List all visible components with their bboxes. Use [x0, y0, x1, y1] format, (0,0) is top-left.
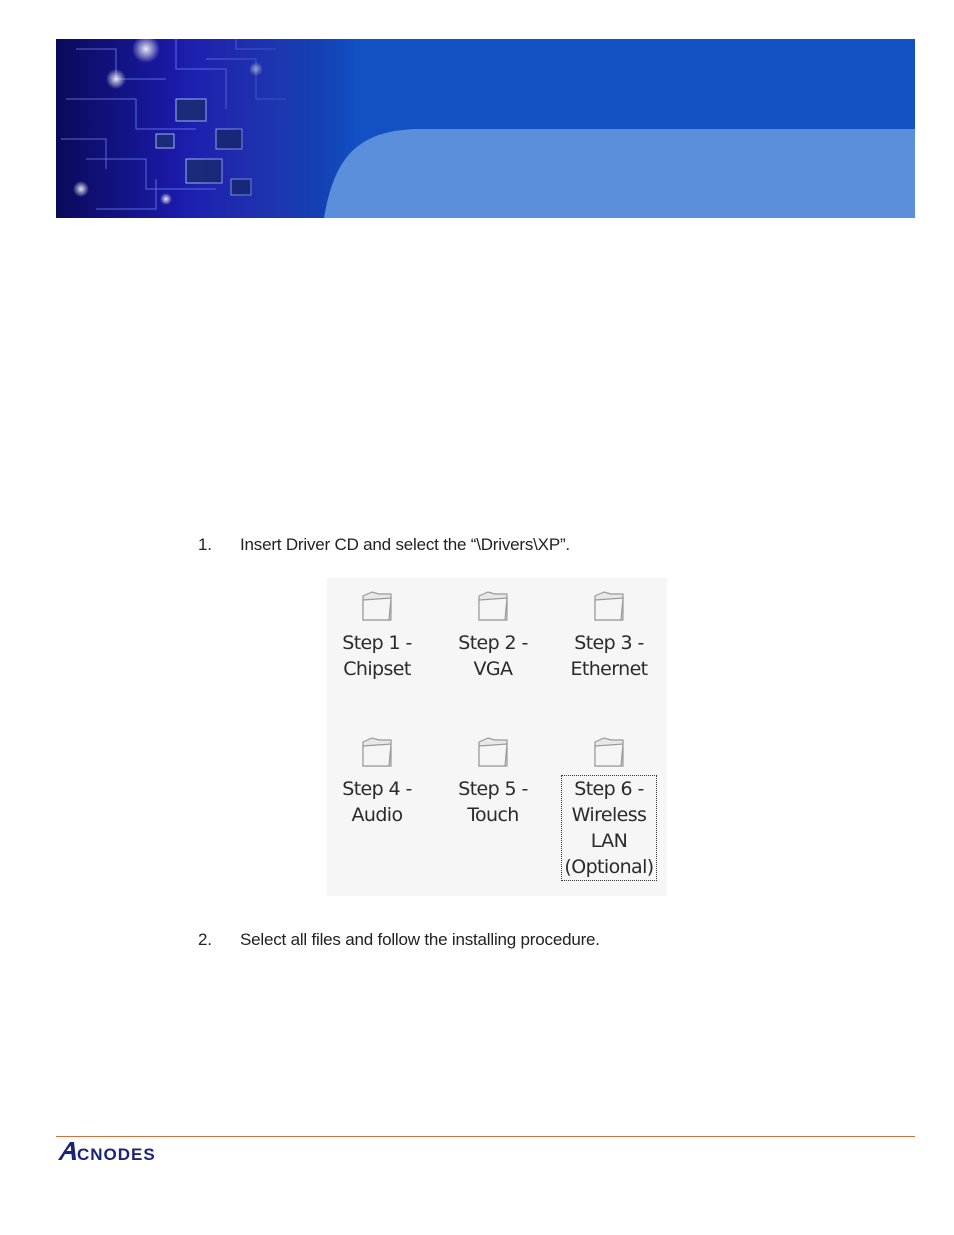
folder-icon: [473, 732, 513, 772]
step-text: Select all files and follow the installing procedure.: [240, 930, 600, 949]
folder-item-vga[interactable]: [438, 586, 548, 682]
folder-item-chipset[interactable]: [322, 586, 432, 682]
folder-label: Step 5 - Touch: [458, 778, 528, 826]
folder-view: [327, 578, 667, 896]
folder-label: Step 2 - VGA: [458, 632, 528, 680]
folder-label: Step 1 - Chipset: [342, 632, 412, 680]
step-number: 1.: [198, 535, 212, 554]
folder-item-wireless-lan[interactable]: [554, 732, 664, 880]
footer-divider: [56, 1136, 915, 1137]
folder-label: Step 6 - Wireless LAN (Optional): [564, 778, 654, 878]
folder-item-ethernet[interactable]: [554, 586, 664, 682]
header-banner: [56, 39, 915, 218]
instruction-step-2: [198, 930, 600, 950]
folder-icon: [589, 586, 629, 626]
circuit-board-graphic: [56, 39, 915, 218]
acnodes-logo-graphic: [56, 1140, 216, 1166]
folder-label: Step 3 - Ethernet: [570, 632, 648, 680]
folder-label: Step 4 - Audio: [342, 778, 412, 826]
step-number: 2.: [198, 930, 212, 949]
folder-icon: [357, 586, 397, 626]
svg-text:CNODES: CNODES: [77, 1145, 156, 1164]
folder-icon: [357, 732, 397, 772]
folder-item-audio[interactable]: [322, 732, 432, 828]
folder-icon: [473, 586, 513, 626]
folder-icon: [589, 732, 629, 772]
folder-item-touch[interactable]: [438, 732, 548, 828]
instruction-step-1: [198, 535, 570, 555]
step-text: Insert Driver CD and select the “\Drivers\XP”.: [240, 535, 570, 554]
acnodes-logo: [56, 1140, 216, 1171]
